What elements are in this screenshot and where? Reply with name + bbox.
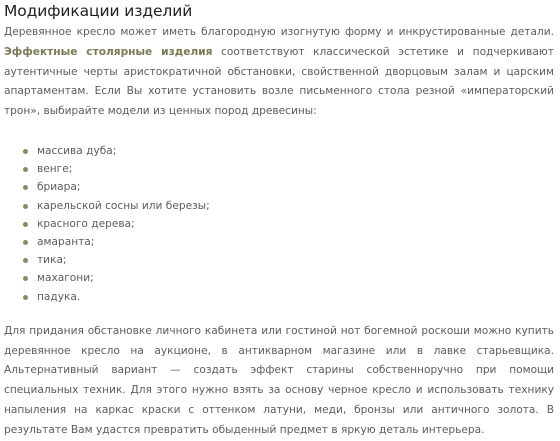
closing-paragraph: Для придания обстановке личного кабинета или гостиной нот богемной роскоши можно купить деревянное кресло на аукционе, в антикварном магазине или в лавке старьевщика. Альтернативный вариант — создать эффект старины собственноручно при помощи специальных техник. Для этого нужно взять за основу черное кресло и использовать технику напыления на каркас краски с оттенком латуни, меди, бронзы или античного золота. В результате Вам удастся превратить обыденный предмет в яркую деталь интерьера. <box>4 324 554 436</box>
bullet-icon <box>23 167 28 172</box>
bullet-icon <box>23 185 28 190</box>
wood-list-item <box>23 142 554 160</box>
wood-list-item <box>23 288 554 306</box>
intro-paragraph <box>4 23 554 122</box>
wood-item-label: падука. <box>37 290 81 303</box>
wood-item-label: тика; <box>37 254 67 267</box>
wood-item-label: венге; <box>37 163 73 176</box>
wood-list-item <box>23 269 554 287</box>
wood-item-label: карельской сосны или березы; <box>37 199 210 212</box>
wood-list-item <box>23 233 554 251</box>
intro-text-start: Деревянное кресло может иметь благородную изогнутую форму и инкрустированные детали. <box>4 26 554 38</box>
bullet-icon <box>23 258 28 263</box>
wood-item-label: махагони; <box>37 272 94 285</box>
wood-list-item <box>23 197 554 215</box>
intro-text-end: соответствуют классической эстетике и подчеркивают аутентичные черты аристократичной обстановки, свойственной дворцовым залам и царским апартаментам. Если Вы хотите установить возле письменного стола резной «императорский трон», выбирайте модели из ценных пород древесины: <box>4 45 554 118</box>
bullet-icon <box>23 276 28 281</box>
bullet-icon <box>23 295 28 300</box>
wood-item-label: красного дерева; <box>37 217 135 230</box>
intro-highlight: Эффектные столярные изделия <box>4 45 213 58</box>
wood-list-item <box>23 215 554 233</box>
article-heading: Модификации изделий <box>4 2 193 20</box>
article <box>4 0 554 441</box>
wood-item-label: амаранта; <box>37 236 95 248</box>
bullet-icon <box>23 149 28 154</box>
bullet-icon <box>23 204 28 209</box>
wood-item-label: бриара; <box>37 181 81 194</box>
wood-species-list <box>4 142 554 306</box>
wood-list-item <box>23 178 554 196</box>
bullet-icon <box>23 222 28 227</box>
wood-list-item <box>23 160 554 178</box>
bullet-icon <box>23 240 28 245</box>
wood-list-item <box>23 251 554 269</box>
wood-item-label: массива дуба; <box>37 144 117 157</box>
